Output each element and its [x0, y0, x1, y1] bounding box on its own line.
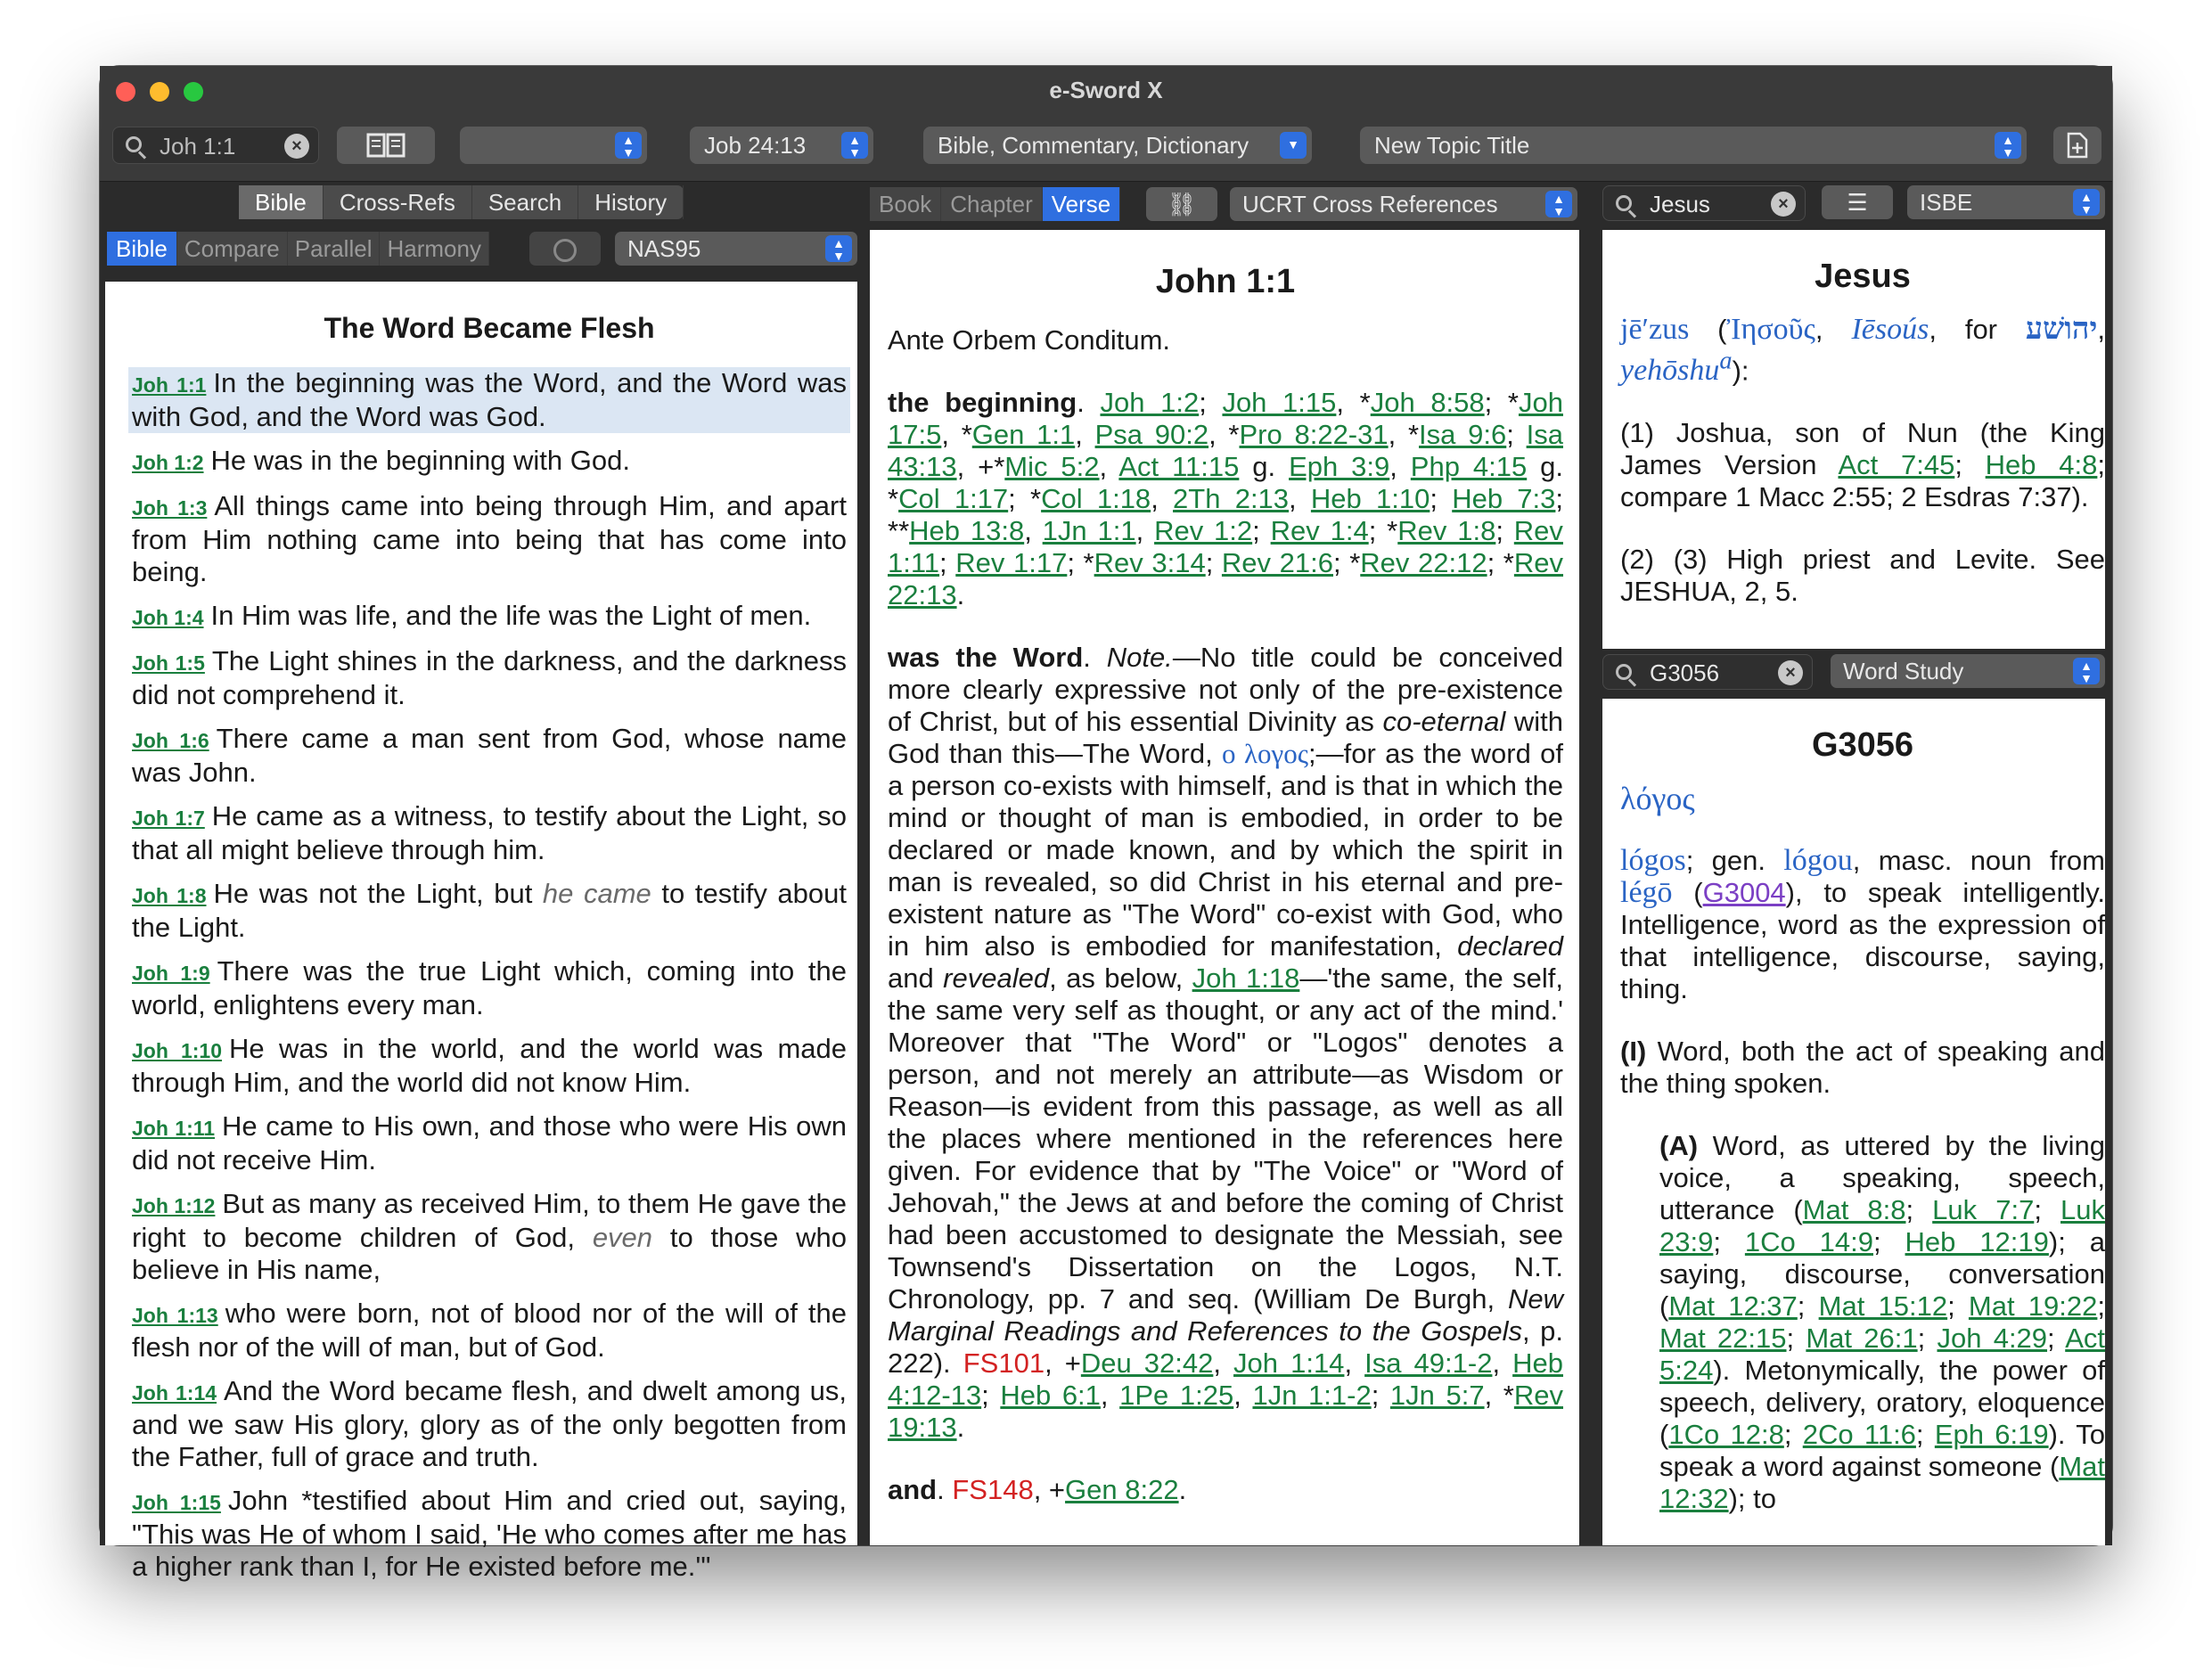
verse-reference-link[interactable]: Joh 1:6 [132, 729, 209, 752]
lexicon-sense-1: (I) Word, both the act of speaking and the thing spoken. [1620, 1036, 2105, 1099]
search-icon [126, 136, 142, 152]
commentary-scope-tabs [870, 187, 1120, 221]
verse-text: He came as a witness, to testify about the Light, so that all might believe through him. [132, 800, 847, 865]
verse-text: to testify about the Light. [132, 878, 847, 943]
tab-book[interactable]: Book [870, 187, 941, 221]
lexicon-module-value: Word Study [1843, 658, 1964, 684]
dictionary-search-field[interactable] [1602, 185, 1806, 221]
dictionary-module-value: ISBE [1920, 189, 1973, 216]
dictionary-title: Jesus [1815, 258, 1911, 295]
commentary-text [888, 230, 1563, 1536]
dictionary-para-1: (1) Joshua, son of Nun (the King James Version Act 7:45; Heb 4:8; compare 1 Macc 2:55; 2 Esdras 7:37). [1620, 417, 2105, 513]
verse-reference-link[interactable]: Joh 1:9 [132, 962, 210, 985]
chevron-updown-icon: ▲ ▼ [2073, 189, 2100, 216]
commentary-title: John 1:1 [1155, 263, 1296, 300]
clear-icon[interactable]: × [284, 134, 309, 159]
bible-version-value: NAS95 [627, 235, 701, 262]
dictionary-pronunciation: jē′zus (Ἰησοῦς, Iēsoús, for יהושׁע, yehōshu$^a$): [1620, 313, 2106, 388]
prohibited-icon [553, 239, 577, 262]
bible-view-tabs [107, 232, 489, 266]
verse-text: In Him was life, and the life was the Light of men. [210, 600, 812, 631]
chevron-updown-icon: ▲ ▼ [841, 132, 868, 159]
verse-text: The Light shines in the darkness, and the darkness did not comprehend it. [132, 645, 847, 710]
topic-value: New Topic Title [1374, 132, 1530, 159]
verse-text: There came a man sent from God, whose name was John. [132, 723, 847, 788]
chevron-updown-icon: ▲ ▼ [1545, 191, 1572, 217]
dictionary-module-selector[interactable] [1907, 185, 2105, 219]
link-icon: ⛓ [1167, 191, 1197, 217]
verse-reference-link[interactable]: Joh 1:10 [132, 1039, 223, 1062]
layout-selector[interactable] [923, 127, 1312, 164]
verse-text: In the beginning was the Word, and the Word was with God, and the Word was God. [132, 367, 847, 432]
verse-row[interactable] [128, 645, 850, 711]
reference-search-value: Joh 1:1 [160, 133, 236, 160]
lexicon-search-value: G3056 [1650, 659, 1720, 686]
tab-cross-refs[interactable]: Cross-Refs [324, 185, 472, 219]
dictionary-pane [1597, 182, 2112, 717]
lexicon-search-field[interactable] [1602, 654, 1813, 690]
verse-text: He was in the beginning with God. [210, 445, 630, 476]
lexicon-definition: lógos; gen. lógou, masc. noun from légō (G3004), to speak intelligently. Intelligence, word as the expression of that intelligence, discourse, saying, thing. [1620, 844, 2106, 1004]
view-parallel[interactable]: Parallel [288, 232, 381, 266]
commentary-module-value: UCRT Cross References [1242, 191, 1498, 217]
commentary-para-beginning: the beginning. Joh 1:2; Joh 1:15, *Joh 8:58; *Joh 17:5, *Gen 1:1, Psa 90:2, *Pro 8:22-31, *Isa 9:6; Isa 43:13, +*Mic 5:2, Act 11:15 g. Eph 3:9, Php 4:15 g. *Col 1:17; *Col 1:18, 2Th 2:13, Heb 1:10; Heb 7:3; **Heb 13:8, 1Jn 1:1, Rev 1:2; Rev 1:4; *Rev 1:8; Rev 1:11; Rev 1:17; *Rev 3:14; Rev 21:6; *Rev 22:12; *Rev 22:13. [888, 387, 1564, 610]
bible-text [128, 282, 850, 1594]
verse-row[interactable] [128, 1298, 850, 1364]
verse-reference-link[interactable]: Joh 1:5 [132, 651, 205, 675]
layout-value: Bible, Commentary, Dictionary [938, 132, 1249, 159]
lexicon-greek-word: λόγος [1620, 781, 1695, 816]
new-document-icon [2066, 132, 2089, 159]
verse-row[interactable] [128, 367, 850, 433]
open-book-icon [366, 132, 406, 159]
tab-verse[interactable]: Verse [1043, 187, 1121, 221]
verse-row[interactable] [128, 723, 850, 789]
commentary-para-and: and. FS148, +Gen 8:22. [888, 1474, 1187, 1505]
verse-row[interactable] [128, 1188, 850, 1286]
verse-reference-link[interactable]: Joh 1:7 [132, 807, 205, 830]
verse-reference-link[interactable]: Joh 1:4 [132, 606, 204, 629]
section-heading: The Word Became Flesh [324, 312, 655, 344]
bible-version-selector[interactable] [615, 232, 857, 266]
verse-reference-link[interactable]: Joh 1:14 [132, 1381, 217, 1405]
chevron-updown-icon: ▲ ▼ [1995, 132, 2021, 159]
disabled-button[interactable] [529, 232, 601, 266]
verse-row[interactable] [128, 1485, 850, 1583]
verse-text: All things came into being through Him, and apart from Him nothing came into being that has come into being. [132, 490, 847, 587]
verse-text: who were born, not of blood nor of the will of the flesh nor of the will of man, but of God. [132, 1298, 847, 1363]
reference-search-field[interactable] [112, 127, 319, 164]
new-topic-button[interactable] [2053, 127, 2101, 164]
commentary-intro: Ante Orbem Conditum. [888, 324, 1171, 356]
chevron-down-icon: ▼ [1280, 132, 1307, 159]
verse-text: But as many as received Him, to them He gave the right to become children of God, [132, 1188, 847, 1253]
verse-row[interactable] [128, 1033, 850, 1099]
verse-row[interactable] [128, 1375, 850, 1473]
commentary-module-selector[interactable] [1230, 187, 1577, 221]
verse-text: He was not the Light, but [213, 878, 533, 909]
verse-reference-link[interactable]: Joh 1:3 [132, 496, 208, 520]
tab-chapter[interactable]: Chapter [941, 187, 1043, 221]
search-icon [1616, 195, 1632, 211]
tab-bible[interactable]: Bible [239, 185, 324, 219]
verse-row[interactable] [128, 600, 850, 634]
clear-icon[interactable]: × [1778, 660, 1803, 685]
verse-reference-link[interactable]: Joh 1:2 [132, 451, 204, 474]
chevron-updown-icon: ▲ ▼ [825, 235, 852, 262]
title-bar [100, 66, 2112, 116]
verse-italic-text: he came [542, 878, 651, 909]
bible-text-area [105, 282, 857, 1582]
view-bible[interactable]: Bible [107, 232, 177, 266]
window-title: e-Sword X [1049, 77, 1163, 103]
toolbar [100, 116, 2112, 182]
verse-reference-link[interactable]: Joh 1:8 [132, 884, 207, 907]
app-window [100, 66, 2112, 1582]
reference-selector[interactable] [690, 127, 873, 164]
chevron-updown-icon: ▲ ▼ [2073, 658, 2100, 684]
verse-row[interactable] [128, 878, 850, 944]
list-icon: ☰ [1847, 189, 1868, 216]
topics-list-button[interactable] [1822, 185, 1893, 219]
verse-text: He was in the world, and the world was made through Him, and the world did not know Him. [132, 1033, 847, 1098]
verse-reference-link[interactable]: Joh 1:15 [132, 1491, 221, 1514]
lexicon-text-area [1602, 699, 2105, 1545]
verse-text: He came to His own, and those who were His own did not receive Him. [132, 1110, 847, 1175]
dictionary-text-area [1602, 230, 2105, 649]
lexicon-pane [1597, 649, 2112, 1545]
dictionary-para-2: (2) (3) High priest and Levite. See JESHUA, 2, 5. [1620, 544, 2105, 608]
verse-row[interactable] [128, 955, 850, 1021]
verse-text: to those who believe in His name, [132, 1222, 847, 1285]
verse-reference-link[interactable]: Joh 1:12 [132, 1194, 216, 1217]
view-harmony[interactable]: Harmony [380, 232, 488, 266]
dictionary-search-value: Jesus [1650, 191, 1710, 217]
verse-list [128, 367, 850, 1583]
clear-icon[interactable]: × [1771, 192, 1796, 217]
lexicon-text [1620, 699, 2105, 1545]
verse-reference-link[interactable]: Joh 1:1 [132, 373, 207, 397]
chevron-updown-icon: ▲ ▼ [615, 132, 642, 159]
verse-row[interactable] [128, 1110, 850, 1176]
verse-italic-text: even [592, 1222, 653, 1253]
tab-history[interactable]: History [578, 185, 684, 219]
lexicon-title: G3056 [1811, 726, 1914, 764]
book-icon-button[interactable] [337, 127, 435, 164]
bible-pane [100, 182, 863, 1582]
verse-row[interactable] [128, 800, 850, 866]
verse-row[interactable] [128, 490, 850, 588]
commentary-para-word: was the Word. Note.—No title could be conceived more clearly expressive not only of the pre-existence of Christ, but of his essential Divinity as co-eternal with God than this—The Word, ο λογος;—for as the word of a person co-exists with himself, and is that in which the mind or thought of man is embodied, in order to be declared or made known, and by which the spirit in man is revealed, so did Christ in his eternal and pre-existent nature as "The Word" co-exist with God, who in him also is embodied for manifestation, declared and revealed, as below, Joh 1:18—'the same, the self, the same very self as thought, or any act of the mind.' Moreover that "The Word" or "Logos" denotes a person, and not merely an attribute—as Wisdom or Reason—is evident from this passage, as well as all the places where mentioned in the references here given. For evidence that by "The Voice" or "Word of Jehovah," the Jews at and before the coming of Christ had been accustomed to designate the Messiah, see Townsend's Dissertation on the Logos, N.T. Chronology, pp. 7 and seq. (William De Burgh, New Marginal Readings and References to the Gospels, p. 222). FS101, +Deu 32:42, Joh 1:14, Isa 49:1-2, Heb 4:12-13; Heb 6:1, 1Pe 1:25, 1Jn 1:1-2; 1Jn 5:7, *Rev 19:13. [888, 642, 1564, 1443]
search-icon [1616, 664, 1632, 680]
verse-text: There was the true Light which, coming into the world, enlightens every man. [132, 955, 847, 1020]
bible-tabs [239, 185, 684, 219]
link-button[interactable] [1146, 187, 1217, 221]
commentary-pane [870, 182, 1590, 1545]
topic-selector[interactable] [1360, 127, 2027, 164]
lexicon-sense-a: (A) Word, as uttered by the living voice, a speaking, speech, utterance (Mat 8:8; Luk 7:7; Luk 23:9; 1Co 14:9; Heb 12:19); a saying, discourse, conversation (Mat 12:37; Mat 15:12; Mat 19:22; Mat 22:15; Mat 26:1; Joh 4:29; Act 5:24). Metonymically, the power of speech, delivery, oratory, eloquence (1Co 12:8; 2Co 11:6; Eph 6:19). To speak a word against someone (Mat 12:32); to [1659, 1130, 2106, 1514]
dictionary-text [1620, 230, 2105, 638]
dictionary-para-1-text: (1) Joshua, son of Nun (the King James Version [1620, 417, 2105, 481]
verse-reference-link[interactable]: Joh 1:11 [132, 1117, 216, 1140]
verse-text: And the Word became flesh, and dwelt among us, and we saw His glory, glory as of the only begotten from the Father, full of grace and truth. [132, 1375, 847, 1472]
reference-value: Job 24:13 [704, 132, 807, 159]
tab-search[interactable]: Search [472, 185, 578, 219]
commentary-text-area [870, 230, 1579, 1545]
verse-row[interactable] [128, 445, 850, 479]
lexicon-module-selector[interactable] [1831, 654, 2105, 688]
view-compare[interactable]: Compare [177, 232, 288, 266]
verse-text: John *testified about Him and cried out, saying, "This was He of whom I said, 'He who comes after me has a higher rank than I, for He existed before me.'" [132, 1485, 847, 1582]
empty-selector[interactable] [460, 127, 647, 164]
verse-reference-link[interactable]: Joh 1:13 [132, 1304, 218, 1327]
